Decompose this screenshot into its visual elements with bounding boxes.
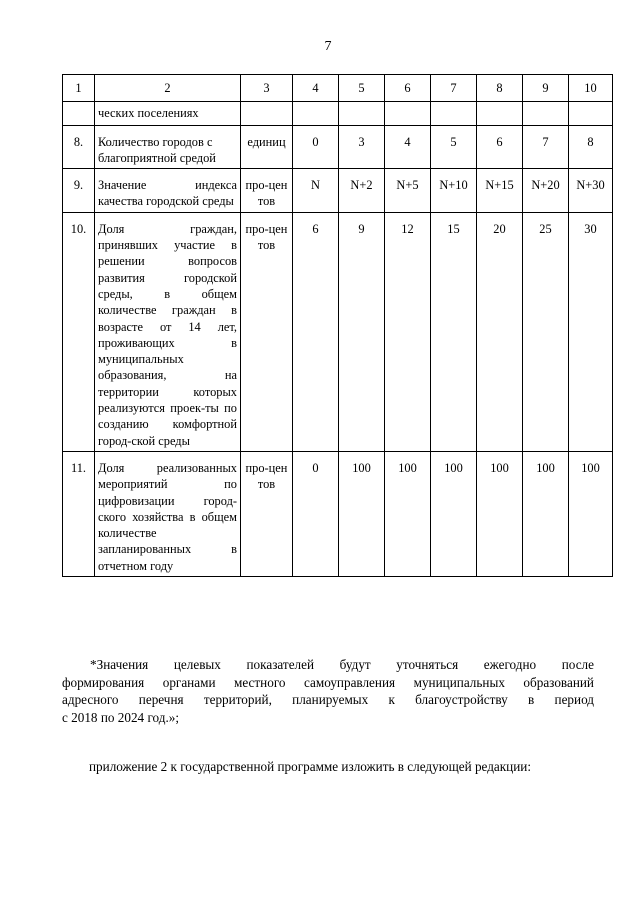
value-cell: 20 xyxy=(477,212,523,451)
value-cell: 100 xyxy=(569,451,613,576)
footnote xyxy=(62,656,594,726)
header-cell: 6 xyxy=(385,75,431,102)
value-cell: 100 xyxy=(385,451,431,576)
value-cell: N+10 xyxy=(431,169,477,213)
value-cell: N+20 xyxy=(523,169,569,213)
page-number: 7 xyxy=(324,39,332,54)
value-cell: 4 xyxy=(385,125,431,169)
indicator-name: Значение индекса качества городской среды xyxy=(95,169,241,213)
table-header-row xyxy=(63,75,613,102)
unit-cell: единиц xyxy=(241,125,293,169)
header-cell: 4 xyxy=(293,75,339,102)
unit-cell: про-центов xyxy=(241,169,293,213)
header-cell: 7 xyxy=(431,75,477,102)
value-cell: 100 xyxy=(339,451,385,576)
value-cell: 3 xyxy=(339,125,385,169)
header-cell: 2 xyxy=(95,75,241,102)
value-cell: 0 xyxy=(293,125,339,169)
table-row-continuation xyxy=(63,102,613,125)
value-cell: 100 xyxy=(523,451,569,576)
row-number: 9. xyxy=(63,169,95,213)
value-cell: N+5 xyxy=(385,169,431,213)
indicator-name: Доля реализованных мероприятий по цифровизации город-ского хозяйства в общем количестве запланированных в отчетном году xyxy=(95,451,241,576)
value-cell: 15 xyxy=(431,212,477,451)
table-row xyxy=(63,212,613,451)
unit-cell: про-центов xyxy=(241,451,293,576)
header-cell: 1 xyxy=(63,75,95,102)
value-cell: N xyxy=(293,169,339,213)
value-cell: 8 xyxy=(569,125,613,169)
value-cell: 100 xyxy=(431,451,477,576)
table-row xyxy=(63,169,613,213)
indicator-name: Количество городов с благоприятной средой xyxy=(95,125,241,169)
value-cell: 6 xyxy=(477,125,523,169)
header-cell: 3 xyxy=(241,75,293,102)
indicators-table xyxy=(62,74,613,577)
continuation-text: ческих поселениях xyxy=(95,102,241,125)
value-cell: N+2 xyxy=(339,169,385,213)
value-cell: 12 xyxy=(385,212,431,451)
value-cell: 25 xyxy=(523,212,569,451)
value-cell: 100 xyxy=(477,451,523,576)
table-row xyxy=(63,125,613,169)
row-number: 11. xyxy=(63,451,95,576)
value-cell: N+30 xyxy=(569,169,613,213)
closing-paragraph: приложение 2 к государственной программе изложить в следующей редакции: xyxy=(89,759,532,774)
header-cell: 10 xyxy=(569,75,613,102)
value-cell: 7 xyxy=(523,125,569,169)
value-cell: 5 xyxy=(431,125,477,169)
header-cell: 9 xyxy=(523,75,569,102)
header-cell: 8 xyxy=(477,75,523,102)
footnote-line: формирования органами местного самоуправления муниципальных образований xyxy=(62,674,594,690)
row-number: 8. xyxy=(63,125,95,169)
value-cell: N+15 xyxy=(477,169,523,213)
header-cell: 5 xyxy=(339,75,385,102)
unit-cell: про-центов xyxy=(241,212,293,451)
value-cell: 30 xyxy=(569,212,613,451)
footnote-line: с 2018 по 2024 год.»; xyxy=(62,709,179,725)
footnote-line: адресного перечня территорий, планируемых к благоустройству в период xyxy=(62,692,594,708)
value-cell: 0 xyxy=(293,451,339,576)
value-cell: 6 xyxy=(293,212,339,451)
table-row xyxy=(63,451,613,576)
value-cell: 9 xyxy=(339,212,385,451)
indicator-name: Доля граждан, принявших участие в решении вопросов развития городской среды, в общем количестве граждан в возрасте от 14 лет, проживающих в муниципальных образования, на территории которых реализуются проек-ты по созданию комфортной город-ской среды xyxy=(95,212,241,451)
row-number: 10. xyxy=(63,212,95,451)
footnote-line: *Значения целевых показателей будут уточняться ежегодно после xyxy=(90,657,594,672)
